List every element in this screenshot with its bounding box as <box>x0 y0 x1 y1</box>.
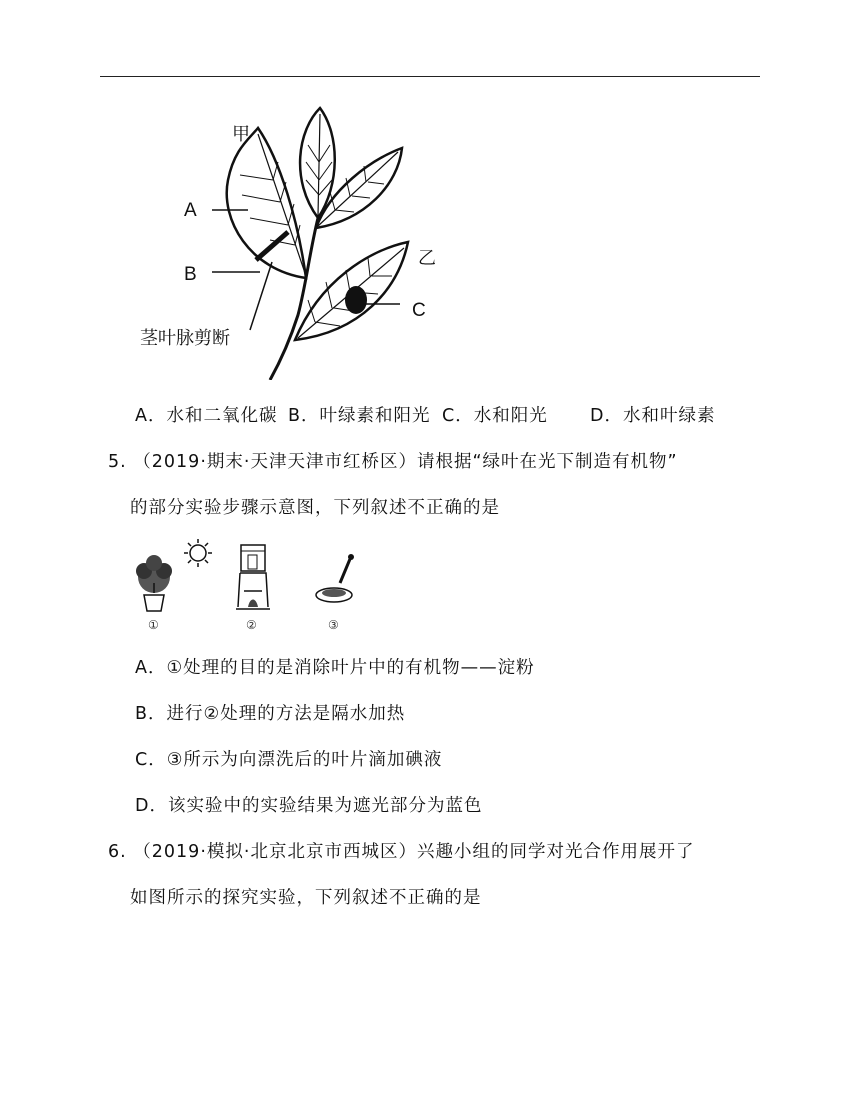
experiment-steps-figure <box>128 535 358 635</box>
label-c: C <box>412 300 426 321</box>
q6-stem-line1 <box>108 838 694 863</box>
q4-option-a-text: 水和二氧化碳 <box>166 406 278 426</box>
q5-option-a-letter: A． <box>135 658 167 678</box>
sun-icon <box>184 539 212 567</box>
potted-plant-icon <box>136 555 172 611</box>
q5-option-c-letter: C． <box>135 750 167 770</box>
q5-option-d-letter: D． <box>135 796 168 816</box>
q6-stem-line2: 如图所示的探究实验，下列叙述不正确的是 <box>130 888 482 908</box>
step3-label: ③ <box>328 618 339 632</box>
q5-stem-line2: 的部分实验步骤示意图，下列叙述不正确的是 <box>130 498 500 518</box>
label-cut-note: 茎叶脉剪断 <box>140 328 230 349</box>
q5-option-b-letter: B． <box>135 704 167 724</box>
q5-option-b-text: 进行②处理的方法是隔水加热 <box>166 704 406 724</box>
q6-stem-text-1: （2019·模拟·北京北京市西城区）兴趣小组的同学对光合作用展开了 <box>133 842 695 862</box>
q4-option-d-letter: D． <box>590 406 623 426</box>
black-cover <box>345 286 367 314</box>
q5-option-b <box>135 700 405 725</box>
leaf-jia <box>227 128 306 278</box>
petri-dish-dropper-icon <box>316 554 354 602</box>
q5-stem-line1 <box>108 448 678 473</box>
label-b: B <box>184 264 197 285</box>
label-jia: 甲 <box>232 124 250 145</box>
q4-option-b-text: 叶绿素和阳光 <box>319 406 431 426</box>
q4-option-a-letter: A． <box>135 406 167 426</box>
q5-option-a <box>135 654 535 679</box>
q4-option-c <box>442 402 548 427</box>
step1-label: ① <box>148 618 159 632</box>
q5-option-d-text: 该实验中的实验结果为遮光部分为蓝色 <box>167 796 483 816</box>
q4-option-c-text: 水和阳光 <box>473 406 548 426</box>
q5-option-c-text: ③所示为向漂洗后的叶片滴加碘液 <box>166 750 443 770</box>
q4-option-a <box>135 402 277 427</box>
q5-option-c <box>135 746 442 771</box>
q4-option-d-text: 水和叶绿素 <box>622 406 716 426</box>
q5-option-d <box>135 792 482 817</box>
cut-mark <box>256 232 288 260</box>
q4-option-b-letter: B． <box>288 406 320 426</box>
q5-number: 5. <box>108 452 127 472</box>
q5-stem-text-1: （2019·期末·天津天津市红桥区）请根据“绿叶在光下制造有机物” <box>133 452 678 472</box>
label-yi: 乙 <box>418 248 436 269</box>
step2-label: ② <box>246 618 257 632</box>
label-a: A <box>184 200 197 221</box>
upper-right-leaf <box>316 148 402 228</box>
leaf-experiment-figure <box>130 100 450 380</box>
q4-option-d <box>590 402 715 427</box>
q4-option-c-letter: C． <box>442 406 474 426</box>
water-bath-icon <box>236 545 270 609</box>
q4-option-b <box>288 402 431 427</box>
q5-option-a-text: ①处理的目的是消除叶片中的有机物——淀粉 <box>166 658 535 678</box>
leaf-yi <box>295 242 408 340</box>
q6-number: 6. <box>108 842 127 862</box>
header-rule <box>100 76 760 77</box>
